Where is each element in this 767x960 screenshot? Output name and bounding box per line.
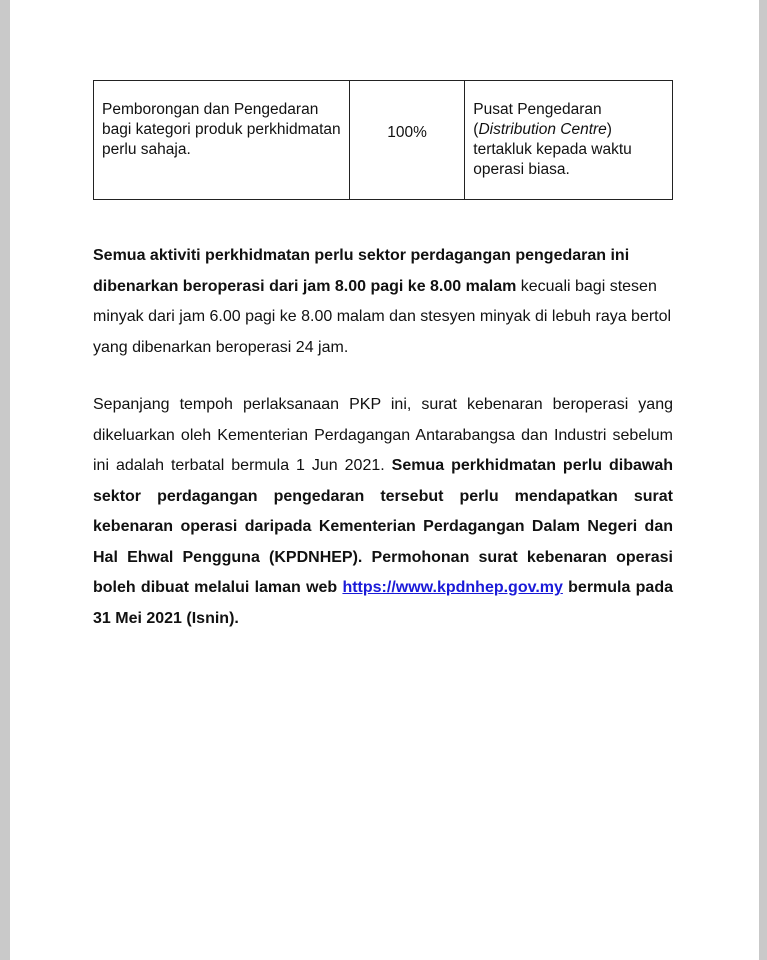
document-page (10, 0, 759, 960)
capacity-cell: 100% (349, 81, 464, 200)
note-italic: Distribution Centre (478, 121, 607, 138)
note-suffix: ) tertakluk kepada waktu operasi biasa. (473, 121, 632, 178)
kpdnhep-link[interactable]: https://www.kpdnhep.gov.my (342, 579, 563, 596)
paragraph1-bold: Semua aktiviti perkhidmatan perlu sektor perdagangan pengedaran ini dibenarkan beroperasi dari jam 8.00 pagi ke 8.00 malam (93, 247, 630, 295)
note-prefix: Pusat Pengedaran ( (473, 101, 602, 138)
permit-paragraph (93, 390, 673, 634)
paragraph2-normal: Sepanjang tempoh perlaksanaan PKP ini, surat kebenaran beroperasi yang dikeluarkan oleh Kementerian Perdagangan Antarabangsa dan Industri sebelum ini adalah terbatal bermula 1 Jun 2021. (93, 396, 673, 474)
operating-hours-paragraph (93, 241, 673, 363)
paragraph1-normal: kecuali bagi stesen minyak dari jam 6.00 pagi ke 8.00 malam dan stesyen minyak di lebuh raya bertol yang dibenarkan beroperasi 24 jam. (93, 277, 672, 356)
category-cell: Pemborongan dan Pengedaran bagi kategori produk perkhidmatan perlu sahaja. (94, 81, 350, 200)
note-cell (465, 81, 673, 200)
paragraph2-bold: Semua perkhidmatan perlu dibawah sektor perdagangan pengedaran tersebut perlu mendapatkan surat kebenaran operasi daripada Kementerian Perdagangan Dalam Negeri dan Hal Ehwal Pengguna (KPDNHEP). Permohonan surat kebenaran operasi boleh dibuat melalui laman web (93, 457, 674, 596)
table-row (94, 81, 673, 200)
service-table (93, 80, 673, 200)
paragraph2-bold-end: bermula pada 31 Mei 2021 (Isnin). (93, 579, 673, 627)
